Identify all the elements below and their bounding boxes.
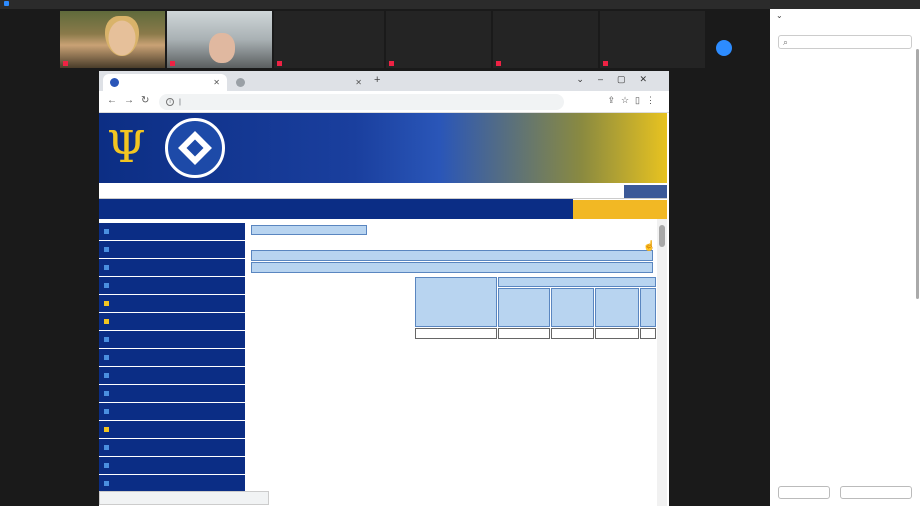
- tile-label: [603, 61, 610, 67]
- tab-new[interactable]: [229, 74, 369, 91]
- zoom-logo-icon: [4, 1, 9, 6]
- toolbar-icons[interactable]: ⇪☆▯⋮: [607, 95, 661, 105]
- close-tab-icon[interactable]: ✕: [355, 78, 362, 87]
- sidebar-item[interactable]: [99, 259, 245, 276]
- video-strip: [0, 9, 770, 71]
- sidebar-item[interactable]: [99, 403, 245, 420]
- video-tile[interactable]: [493, 11, 598, 68]
- favicon-icon: [236, 78, 245, 87]
- back-icon[interactable]: ←: [107, 95, 117, 106]
- tab-bar: [99, 71, 669, 91]
- forward-icon[interactable]: →: [124, 95, 134, 106]
- tile-label: [63, 61, 70, 67]
- sidebar-item[interactable]: [99, 385, 245, 402]
- sidebar: [99, 219, 245, 506]
- video-tile[interactable]: [167, 11, 272, 68]
- new-tab-icon[interactable]: +: [374, 74, 381, 86]
- tile-label: [496, 61, 503, 67]
- status-bar: [99, 491, 269, 505]
- reload-icon[interactable]: ↻: [141, 95, 150, 106]
- info-icon: i: [166, 98, 174, 106]
- page-scrollbar[interactable]: [657, 219, 667, 506]
- table-cell: [498, 328, 550, 339]
- export-header: [498, 277, 656, 287]
- address-input[interactable]: i |: [159, 94, 564, 110]
- tab-ukrstat[interactable]: [103, 74, 227, 91]
- main-menu: [99, 199, 667, 219]
- code-header: [415, 277, 497, 327]
- sidebar-item[interactable]: [99, 421, 245, 438]
- zoom-title-bar: [0, 0, 920, 9]
- table-cell: [640, 328, 656, 339]
- archive-years: [317, 238, 320, 247]
- col-header: [640, 288, 656, 327]
- sidebar-item[interactable]: [99, 313, 245, 330]
- col-header: [595, 288, 639, 327]
- sidebar-item[interactable]: [99, 223, 245, 240]
- video-tile[interactable]: [274, 11, 384, 68]
- tile-label: [170, 61, 177, 67]
- sidebar-item[interactable]: [99, 439, 245, 456]
- mouse-cursor-icon: ☝: [643, 241, 656, 252]
- chevron-down-icon[interactable]: ⌄: [776, 11, 783, 20]
- sidebar-item[interactable]: [99, 367, 245, 384]
- table-title: [251, 262, 653, 273]
- col-header: [551, 288, 594, 327]
- sidebar-item[interactable]: [99, 277, 245, 294]
- site-banner: [99, 113, 667, 183]
- tile-label: [277, 61, 284, 67]
- address-bar-row: [99, 91, 669, 113]
- facebook-link[interactable]: [624, 185, 667, 198]
- sidebar-item[interactable]: [99, 331, 245, 348]
- favicon-icon: [110, 78, 119, 87]
- video-tile[interactable]: [386, 11, 491, 68]
- participants-panel: [770, 9, 920, 506]
- tile-label: [389, 61, 396, 67]
- unmute-button[interactable]: [840, 486, 912, 499]
- emblem-icon: [165, 118, 225, 178]
- participants-scrollbar[interactable]: [916, 49, 919, 299]
- sidebar-item[interactable]: [99, 295, 245, 312]
- window-controls[interactable]: ⌄–▢✕: [576, 74, 661, 84]
- next-page-icon[interactable]: [716, 40, 732, 56]
- sidebar-item[interactable]: [99, 457, 245, 474]
- participant-search-input[interactable]: [778, 35, 912, 49]
- sidebar-item[interactable]: [99, 475, 245, 492]
- browser-window: [99, 71, 669, 506]
- sidebar-item[interactable]: [99, 349, 245, 366]
- trident-icon: Ψ: [107, 122, 146, 173]
- back-to-list-button[interactable]: [251, 225, 367, 235]
- content-area: [249, 219, 667, 506]
- invite-button[interactable]: [778, 486, 830, 499]
- video-tile[interactable]: [600, 11, 705, 68]
- video-tile[interactable]: [60, 11, 165, 68]
- table-cell: [595, 328, 639, 339]
- participant-video: [209, 33, 235, 63]
- section-title: [251, 250, 653, 261]
- col-header: [498, 288, 550, 327]
- sidebar-item[interactable]: [99, 241, 245, 258]
- announcement-marquee: [99, 183, 667, 199]
- table-cell: [551, 328, 594, 339]
- close-tab-icon[interactable]: ✕: [213, 78, 220, 87]
- web-page: [99, 113, 669, 506]
- participant-video: [105, 16, 139, 56]
- total-label: [415, 328, 497, 339]
- menu-cabinet[interactable]: [573, 199, 667, 219]
